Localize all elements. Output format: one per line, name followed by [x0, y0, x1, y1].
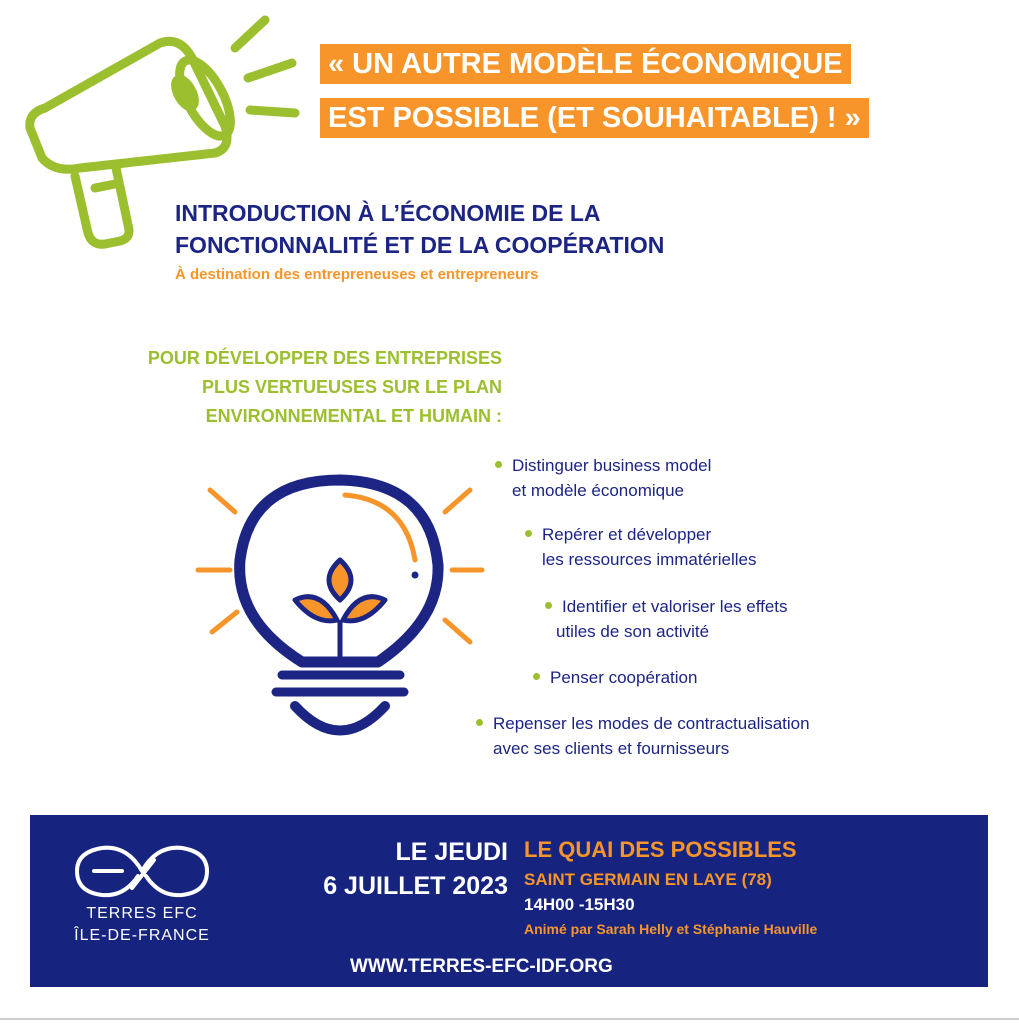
- logo-text-1: TERRES EFC: [86, 905, 198, 922]
- date-line-2: 6 JUILLET 2023: [323, 872, 508, 900]
- bullet-dot: [525, 530, 532, 537]
- bottom-divider: [0, 1018, 1019, 1020]
- bullet-2: Repérer et développer les ressources immatérielles: [542, 522, 756, 572]
- purpose-line-2: PLUS VERTUEUSES SUR LE PLAN: [201, 377, 502, 397]
- terres-efc-logo-icon: [72, 840, 212, 902]
- event-banner: [30, 815, 988, 987]
- headline-line-1: « UN AUTRE MODÈLE ÉCONOMIQUE: [320, 44, 851, 84]
- purpose-line-1: POUR DÉVELOPPER DES ENTREPRISES: [147, 348, 502, 368]
- bullet-dot: [495, 461, 502, 468]
- date-line-1: LE JEUDI: [395, 838, 508, 866]
- bullet-dot: [476, 719, 483, 726]
- website-link[interactable]: WWW.TERRES-EFC-IDF.ORG: [350, 956, 613, 977]
- lightbulb-plant-icon: [190, 470, 490, 760]
- bullet-1: Distinguer business model et modèle économique: [512, 453, 711, 503]
- event-time: 14H00 -15H30: [524, 895, 635, 914]
- event-hosts: Animé par Sarah Helly et Stéphanie Hauville: [524, 921, 818, 937]
- event-venue: LE QUAI DES POSSIBLES: [524, 837, 797, 862]
- logo-text-2: ÎLE-DE-FRANCE: [74, 927, 210, 944]
- purpose-heading: [92, 344, 502, 431]
- purpose-line-3: ENVIRONNEMENTAL ET HUMAIN :: [205, 406, 502, 426]
- event-date: [248, 835, 508, 903]
- bullet-4: Penser coopération: [550, 665, 697, 690]
- bullet-3: Identifier et valoriser les effets utiles de son activité: [562, 594, 788, 644]
- subtitle: À destination des entrepreneuses et entrepreneurs: [175, 266, 539, 283]
- event-city: SAINT GERMAIN EN LAYE (78): [524, 870, 772, 889]
- bullet-5: Repenser les modes de contractualisation avec ses clients et fournisseurs: [493, 711, 810, 761]
- title-line-2: FONCTIONNALITÉ ET DE LA COOPÉRATION: [175, 232, 665, 258]
- title-line-1: INTRODUCTION À L’ÉCONOMIE DE LA: [175, 200, 601, 226]
- bullet-dot: [545, 602, 552, 609]
- headline-line-2: EST POSSIBLE (ET SOUHAITABLE) ! »: [320, 98, 869, 138]
- bullet-dot: [533, 673, 540, 680]
